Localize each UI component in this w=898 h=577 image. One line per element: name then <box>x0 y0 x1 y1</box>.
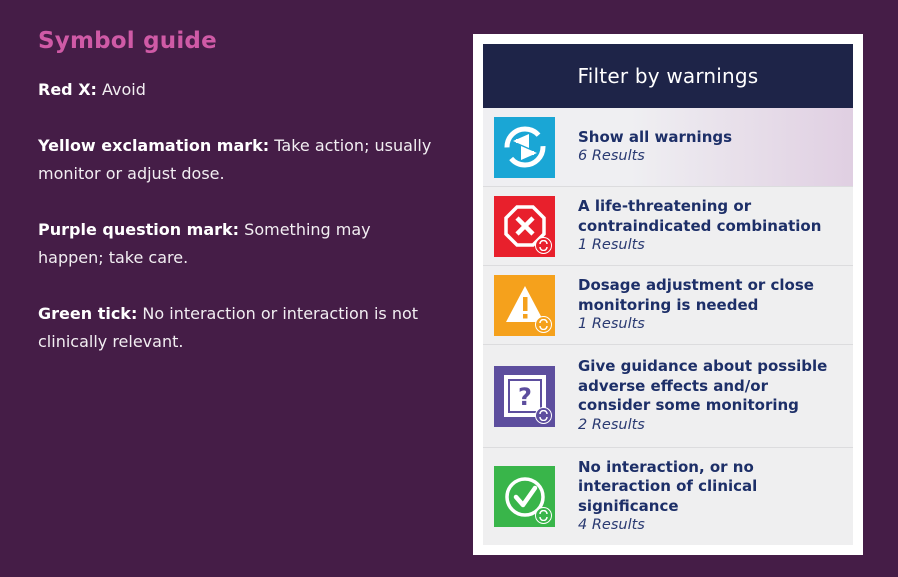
filter-adverse-effects[interactable] <box>483 345 853 448</box>
filter-dosage-adjustment[interactable] <box>483 266 853 345</box>
interaction-badge-icon <box>535 316 552 333</box>
guide-desc: Take action; usually monitor or adjust dose. <box>38 136 432 183</box>
filter-life-threatening[interactable] <box>483 187 853 266</box>
guide-item-green-tick <box>38 300 438 356</box>
filter-count: 4 Results <box>578 517 645 534</box>
guide-term: Purple question mark: <box>38 220 240 239</box>
guide-term: Red X: <box>38 80 97 99</box>
guide-item-yellow-exclamation <box>38 132 438 188</box>
warnings-filter-card <box>473 34 863 555</box>
question-icon <box>494 366 555 427</box>
filter-label: Give guidance about possible adverse effects and/or consider some monitoring <box>578 357 828 415</box>
interaction-badge-icon <box>535 407 552 424</box>
guide-item-red-x <box>38 76 438 104</box>
filter-count: 6 Results <box>578 148 645 165</box>
svg-text:?: ? <box>517 383 532 411</box>
interaction-badge-icon <box>535 507 552 524</box>
green-tick-icon <box>494 466 555 527</box>
guide-term: Green tick: <box>38 304 138 323</box>
guide-desc: No interaction or interaction is not clinically relevant. <box>38 304 419 351</box>
filter-label: No interaction, or no interaction of clinical significance <box>578 457 758 515</box>
guide-desc: Something may happen; take care. <box>38 220 371 267</box>
filter-count: 2 Results <box>578 416 645 433</box>
panel-title: Filter by warnings <box>483 44 853 108</box>
guide-desc: Avoid <box>96 80 146 99</box>
filter-label: Show all warnings <box>578 127 733 146</box>
interaction-badge-icon <box>535 237 552 254</box>
filter-label: Dosage adjustment or close monitoring is needed <box>578 276 814 314</box>
guide-term: Yellow exclamation mark: <box>38 136 270 155</box>
warnings-filter-panel <box>483 44 853 545</box>
filter-label: A life-threatening or contraindicated combination <box>578 197 822 235</box>
symbol-guide-title: Symbol guide <box>38 28 217 54</box>
guide-item-purple-question <box>38 216 438 272</box>
exclamation-icon <box>494 275 555 336</box>
filter-show-all[interactable] <box>483 108 853 187</box>
filter-count: 1 Results <box>578 316 645 332</box>
filter-no-interaction[interactable] <box>483 448 853 545</box>
refresh-arrows-icon <box>494 117 555 178</box>
symbol-guide <box>38 28 438 384</box>
filter-count: 1 Results <box>578 237 645 253</box>
red-x-icon <box>494 196 555 257</box>
